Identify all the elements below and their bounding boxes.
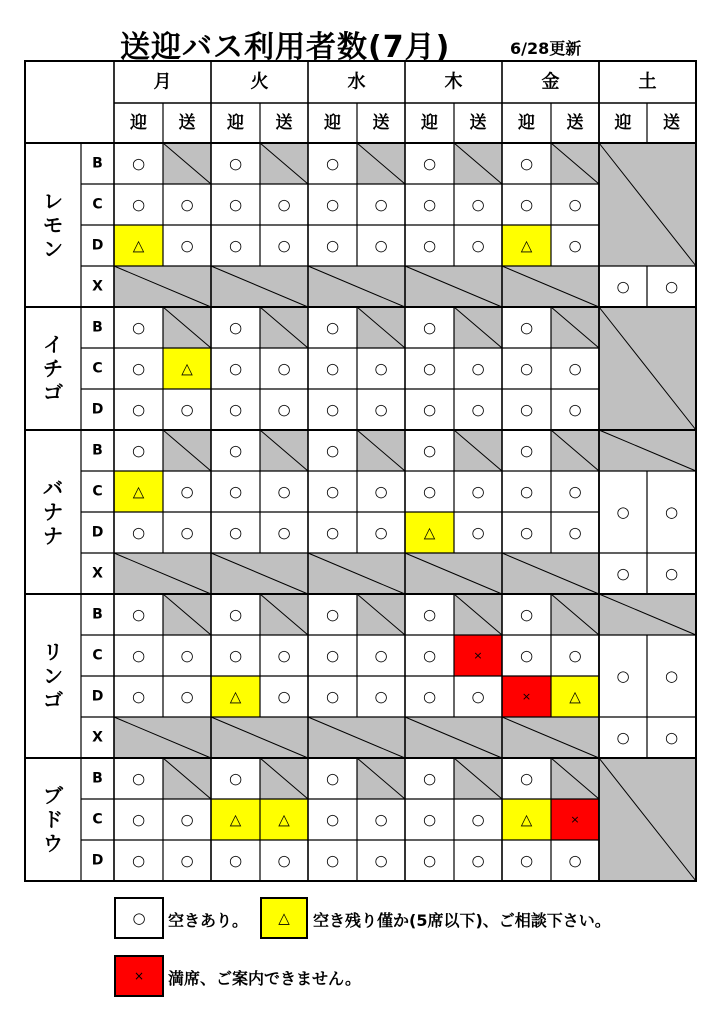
seat-status: ○ [131,523,146,542]
group-name-3: リ [43,640,63,664]
seat-status: ○ [131,441,146,460]
day-header-2: 水 [347,71,366,93]
seat-status: ○ [131,769,146,788]
day-header-4: 金 [541,71,560,93]
day-header-0: 月 [153,71,172,93]
seat-status: ○ [519,769,534,788]
day-header-3: 木 [444,71,463,93]
seat-status: ○ [180,195,194,214]
page-title: 送迎バス利用者数(7月) [120,30,451,65]
row-label-D: D [91,852,104,869]
seat-status: ○ [616,503,630,521]
seat-status: ○ [568,851,582,870]
row-label-B: B [92,442,103,459]
seat-status: ○ [325,605,340,624]
seat-status: ○ [422,851,437,870]
seat-status: ○ [471,482,485,501]
seat-status: ○ [228,769,243,788]
seat-status: ○ [374,195,388,214]
row-label-B: B [92,319,103,336]
seat-status: ○ [471,400,485,419]
seat-status: ○ [228,482,243,501]
seat-status: ○ [568,482,582,501]
group-name-2: バ [43,476,63,500]
seat-status: ○ [180,482,194,501]
seat-status: ○ [471,195,485,214]
seat-status: ○ [131,810,146,829]
seat-status: ○ [471,523,485,542]
legend-few-seats-symbol: △ [278,909,290,927]
day-header-5: 土 [638,71,657,93]
seat-status: ○ [228,400,243,419]
seat-status: ○ [519,318,534,337]
row-label-C: C [92,360,103,377]
seat-status: ○ [325,400,340,419]
seat-status: ○ [228,523,243,542]
seat-status: ○ [180,646,194,665]
seat-status: ○ [519,154,534,173]
seat-status: ○ [422,687,437,706]
seat-status: ○ [616,667,630,685]
seat-status: ○ [664,277,679,296]
seat-status: ○ [568,195,582,214]
seat-status: ○ [228,359,243,378]
seat-status: △ [132,236,145,255]
seat-status: ○ [325,441,340,460]
seat-status: ○ [519,646,534,665]
direction-header: 迎 [130,113,147,133]
seat-status: ○ [374,646,388,665]
seat-status: ○ [471,687,485,706]
seat-status: ○ [519,523,534,542]
legend-few-seats-text: 空き残り僅か(5席以下)、ご相談下さい。 [313,911,611,930]
seat-status: ○ [325,810,340,829]
direction-header: 送 [178,113,196,133]
seat-status: ○ [664,667,679,685]
seat-status: ○ [374,400,388,419]
seat-status: ○ [374,523,388,542]
direction-header: 迎 [614,113,632,133]
update-date: 6/28更新 [510,39,582,58]
seat-status: ○ [277,359,291,378]
direction-header: 送 [275,113,293,133]
seat-status: ○ [325,851,340,870]
seat-status: ○ [422,769,437,788]
group-name-3: ゴ [43,688,63,712]
legend-full-text: 満席、ご案内できません。 [168,969,361,988]
seat-status: ○ [228,236,243,255]
seat-status: ○ [374,359,388,378]
seat-status: ○ [131,195,146,214]
legend-available-text: 空きあり。 [168,911,249,930]
seat-status: ○ [422,646,437,665]
seat-status: ○ [131,318,146,337]
seat-status: ○ [277,482,291,501]
seat-status: ○ [325,236,340,255]
seat-status: ○ [422,195,437,214]
seat-status: ○ [325,154,340,173]
seat-status: ○ [228,646,243,665]
group-name-2: ナ [43,524,63,548]
group-name-4: ブ [43,783,63,808]
legend-available-symbol: ○ [132,909,146,927]
seat-status: △ [229,687,242,706]
seat-status: ○ [277,400,291,419]
seat-status: △ [520,236,533,255]
row-label-X: X [92,729,103,746]
seat-status: ○ [277,195,291,214]
legend-available-box [114,897,164,939]
seat-status: △ [423,523,436,542]
row-label-C: C [92,811,103,828]
group-name-4: ウ [43,831,63,856]
legend-full-symbol: × [133,969,145,983]
seat-status: ○ [374,236,388,255]
seat-status: ○ [422,154,437,173]
seat-status: ○ [374,851,388,870]
seat-status: ○ [374,482,388,501]
seat-status: ○ [180,400,194,419]
seat-status: ○ [374,687,388,706]
seat-status: ○ [131,359,146,378]
seat-status: ○ [277,523,291,542]
seat-status: ○ [664,503,679,521]
seat-status: ○ [325,359,340,378]
seat-status: ○ [277,851,291,870]
seat-status: ○ [228,605,243,624]
seat-status: ○ [180,810,194,829]
seat-status: ○ [422,318,437,337]
seat-status: ○ [277,646,291,665]
seat-status: × [473,649,483,662]
seat-status: △ [181,359,193,378]
seat-status: ○ [131,605,146,624]
seat-status: △ [278,810,290,829]
seat-status: ○ [519,359,534,378]
seat-status: ○ [277,687,291,706]
seat-status: ○ [422,605,437,624]
seat-status: ○ [664,564,679,583]
seat-status: ○ [616,564,630,583]
row-label-D: D [91,401,104,418]
seat-status: ○ [568,359,582,378]
direction-header: 迎 [518,113,535,133]
seat-status: ○ [325,687,340,706]
row-label-B: B [92,770,103,787]
seat-status: ○ [180,236,194,255]
row-label-C: C [92,647,103,664]
seat-status: ○ [228,851,243,870]
seat-status: ○ [374,810,388,829]
seat-status: ○ [422,236,437,255]
direction-header: 迎 [421,113,438,133]
seat-status: ○ [131,400,146,419]
group-name-1: チ [43,356,63,381]
direction-header: 送 [663,113,680,133]
seat-status: ○ [325,482,340,501]
seat-status: ○ [180,851,194,870]
seat-status: ○ [228,441,243,460]
seat-status: ○ [325,646,340,665]
group-name-0: ン [43,237,63,261]
day-header-1: 火 [250,71,269,93]
seat-status: △ [132,482,145,501]
group-name-2: ナ [43,500,63,524]
seat-status: ○ [471,359,485,378]
legend-full-box [114,955,164,997]
seat-status: ○ [471,810,485,829]
row-label-D: D [91,524,104,541]
seat-status: ○ [471,236,485,255]
seat-status: ○ [519,441,534,460]
legend-few-seats-box [260,897,308,939]
group-name-0: モ [43,213,63,237]
row-label-X: X [92,565,103,582]
seat-status: △ [229,810,242,829]
seat-status: ○ [325,523,340,542]
seat-status: ○ [519,400,534,419]
group-name-4: ド [43,807,63,832]
seat-status: ○ [519,605,534,624]
seat-status: ○ [422,441,437,460]
seat-status: ○ [131,851,146,870]
row-label-C: C [92,196,103,213]
seat-status: ○ [422,400,437,419]
seat-status: ○ [471,851,485,870]
direction-header: 送 [566,113,584,133]
seat-status: ○ [568,646,582,665]
seat-status: ○ [664,728,679,747]
row-label-C: C [92,483,103,500]
seat-status: ○ [131,154,146,173]
seat-status: ○ [519,851,534,870]
seat-status: ○ [568,400,582,419]
direction-header: 送 [372,113,390,133]
seat-status: ○ [325,195,340,214]
seat-status: ○ [277,236,291,255]
seat-status: ○ [131,687,146,706]
seat-status: ○ [422,810,437,829]
direction-header: 迎 [324,113,341,133]
seat-status: ○ [568,523,582,542]
row-label-X: X [92,278,103,295]
seat-status: ○ [422,359,437,378]
row-label-B: B [92,606,103,623]
seat-status: ○ [180,687,194,706]
seat-status: ○ [568,236,582,255]
seat-status: △ [520,810,533,829]
seat-status: ○ [519,195,534,214]
seat-status: ○ [616,728,630,747]
row-label-D: D [91,688,104,705]
direction-header: 送 [469,113,487,133]
seat-status: ○ [325,769,340,788]
row-label-B: B [92,155,103,172]
group-name-3: ン [43,664,63,688]
seat-status: △ [569,687,581,706]
seat-status: ○ [180,523,194,542]
group-name-1: ゴ [43,380,63,405]
seat-status: ○ [422,482,437,501]
seat-status: ○ [325,318,340,337]
seat-status: ○ [616,277,630,296]
group-name-1: イ [43,332,63,357]
seat-status: ○ [228,154,243,173]
row-label-D: D [91,237,104,254]
group-name-0: レ [43,189,63,213]
seat-status: × [570,813,580,826]
seat-status: × [521,690,532,703]
direction-header: 迎 [227,113,244,133]
seat-status: ○ [519,482,534,501]
seat-status: ○ [131,646,146,665]
seat-status: ○ [228,195,243,214]
seat-status: ○ [228,318,243,337]
